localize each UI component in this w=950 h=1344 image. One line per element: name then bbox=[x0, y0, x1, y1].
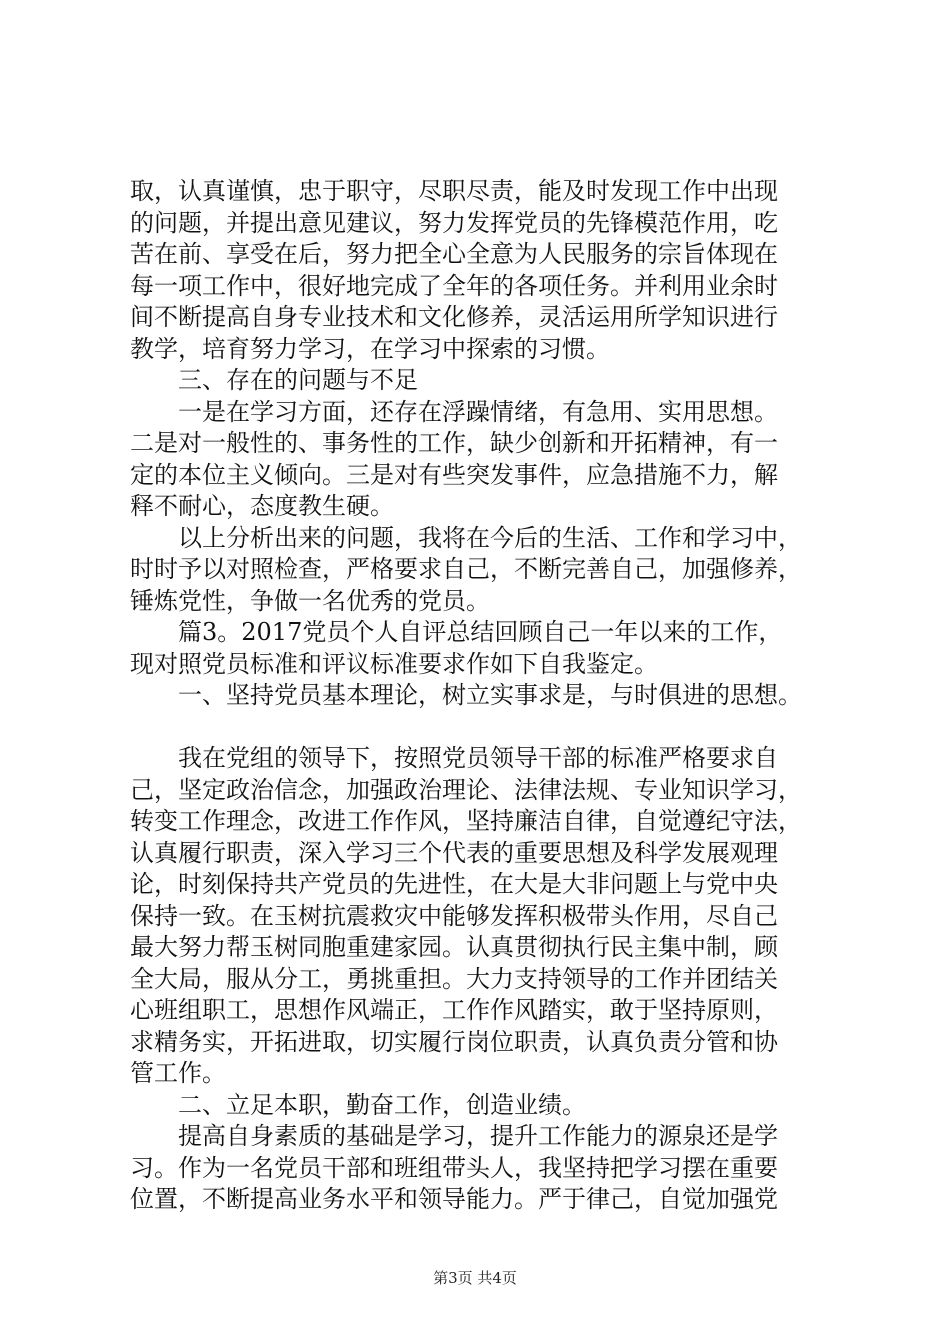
text-line: 提高自身素质的基础是学习，提升工作能力的源泉还是学 bbox=[178, 1122, 778, 1150]
text-line: 一、坚持党员基本理论，树立实事求是，与时俱进的思想。 bbox=[178, 681, 802, 709]
text-line: 最大努力帮玉树同胞重建家园。认真贯彻执行民主集中制，顾 bbox=[130, 933, 778, 961]
text-line: 锤炼党性，争做一名优秀的党员。 bbox=[130, 586, 490, 615]
document-body bbox=[130, 176, 850, 1216]
text-line: 我在党组的领导下，按照党员领导干部的标准严格要求自 bbox=[178, 744, 778, 772]
text-line: 苦在前、享受在后，努力把全心全意为人民服务的宗旨体现在 bbox=[130, 240, 778, 268]
text-line: 心班组职工，思想作风端正，工作作风踏实，敢于坚持原则， bbox=[130, 996, 778, 1024]
text-line: 求精务实，开拓进取，切实履行岗位职责，认真负责分管和协 bbox=[130, 1027, 778, 1056]
text-line: 的问题，并提出意见建议，努力发挥党员的先锋模范作用，吃 bbox=[130, 208, 778, 237]
text-line: 论，时刻保持共产党员的先进性，在大是大非问题上与党中央 bbox=[130, 870, 778, 898]
text-line: 一是在学习方面，还存在浮躁情绪，有急用、实用思想。 bbox=[178, 397, 778, 426]
text-line: 二、立足本职，勤奋工作，创造业绩。 bbox=[178, 1090, 586, 1119]
text-line bbox=[130, 712, 850, 744]
text-line: 每一项工作中，很好地完成了全年的各项任务。并利用业余时 bbox=[130, 271, 778, 300]
text-line: 现对照党员标准和评议标准要求作如下自我鉴定。 bbox=[130, 649, 658, 678]
text-line: 二是对一般性的、事务性的工作，缺少创新和开拓精神，有一 bbox=[130, 429, 778, 457]
text-line: 认真履行职责，深入学习三个代表的重要思想及科学发展观理 bbox=[130, 838, 778, 867]
text-line: 管工作。 bbox=[130, 1059, 226, 1087]
text-line: 间不断提高自身专业技术和文化修养，灵活运用所学知识进行 bbox=[130, 303, 778, 331]
text-line: 三、存在的问题与不足 bbox=[178, 366, 418, 394]
text-line: 全大局，服从分工，勇挑重担。大力支持领导的工作并团结关 bbox=[130, 964, 778, 993]
text-line: 位置，不断提高业务水平和领导能力。严于律己，自觉加强党 bbox=[130, 1185, 778, 1213]
text-line: 释不耐心，态度教生硬。 bbox=[130, 492, 394, 520]
text-line: 习。作为一名党员干部和班组带头人，我坚持把学习摆在重要 bbox=[130, 1153, 778, 1182]
text-line: 教学，培育努力学习，在学习中探索的习惯。 bbox=[130, 334, 610, 363]
text-line: 己，坚定政治信念，加强政治理论、法律法规、专业知识学习， bbox=[130, 775, 802, 804]
page-footer: 第3页 共4页 bbox=[433, 1269, 517, 1287]
text-line: 以上分析出来的问题，我将在今后的生活、工作和学习中， bbox=[178, 523, 802, 552]
text-line: 时时予以对照检查，严格要求自己，不断完善自己，加强修养， bbox=[130, 555, 802, 583]
text-line: 取，认真谨慎，忠于职守，尽职尽责，能及时发现工作中出现 bbox=[130, 177, 778, 205]
text-line: 转变工作理念，改进工作作风，坚持廉洁自律，自觉遵纪守法， bbox=[130, 807, 802, 835]
text-line: 保持一致。在玉树抗震救灾中能够发挥积极带头作用，尽自己 bbox=[130, 901, 778, 930]
text-line: 篇3。2017党员个人自评总结回顾自己一年以来的工作， bbox=[178, 618, 783, 646]
text-line: 定的本位主义倾向。三是对有些突发事件，应急措施不力，解 bbox=[130, 460, 778, 489]
